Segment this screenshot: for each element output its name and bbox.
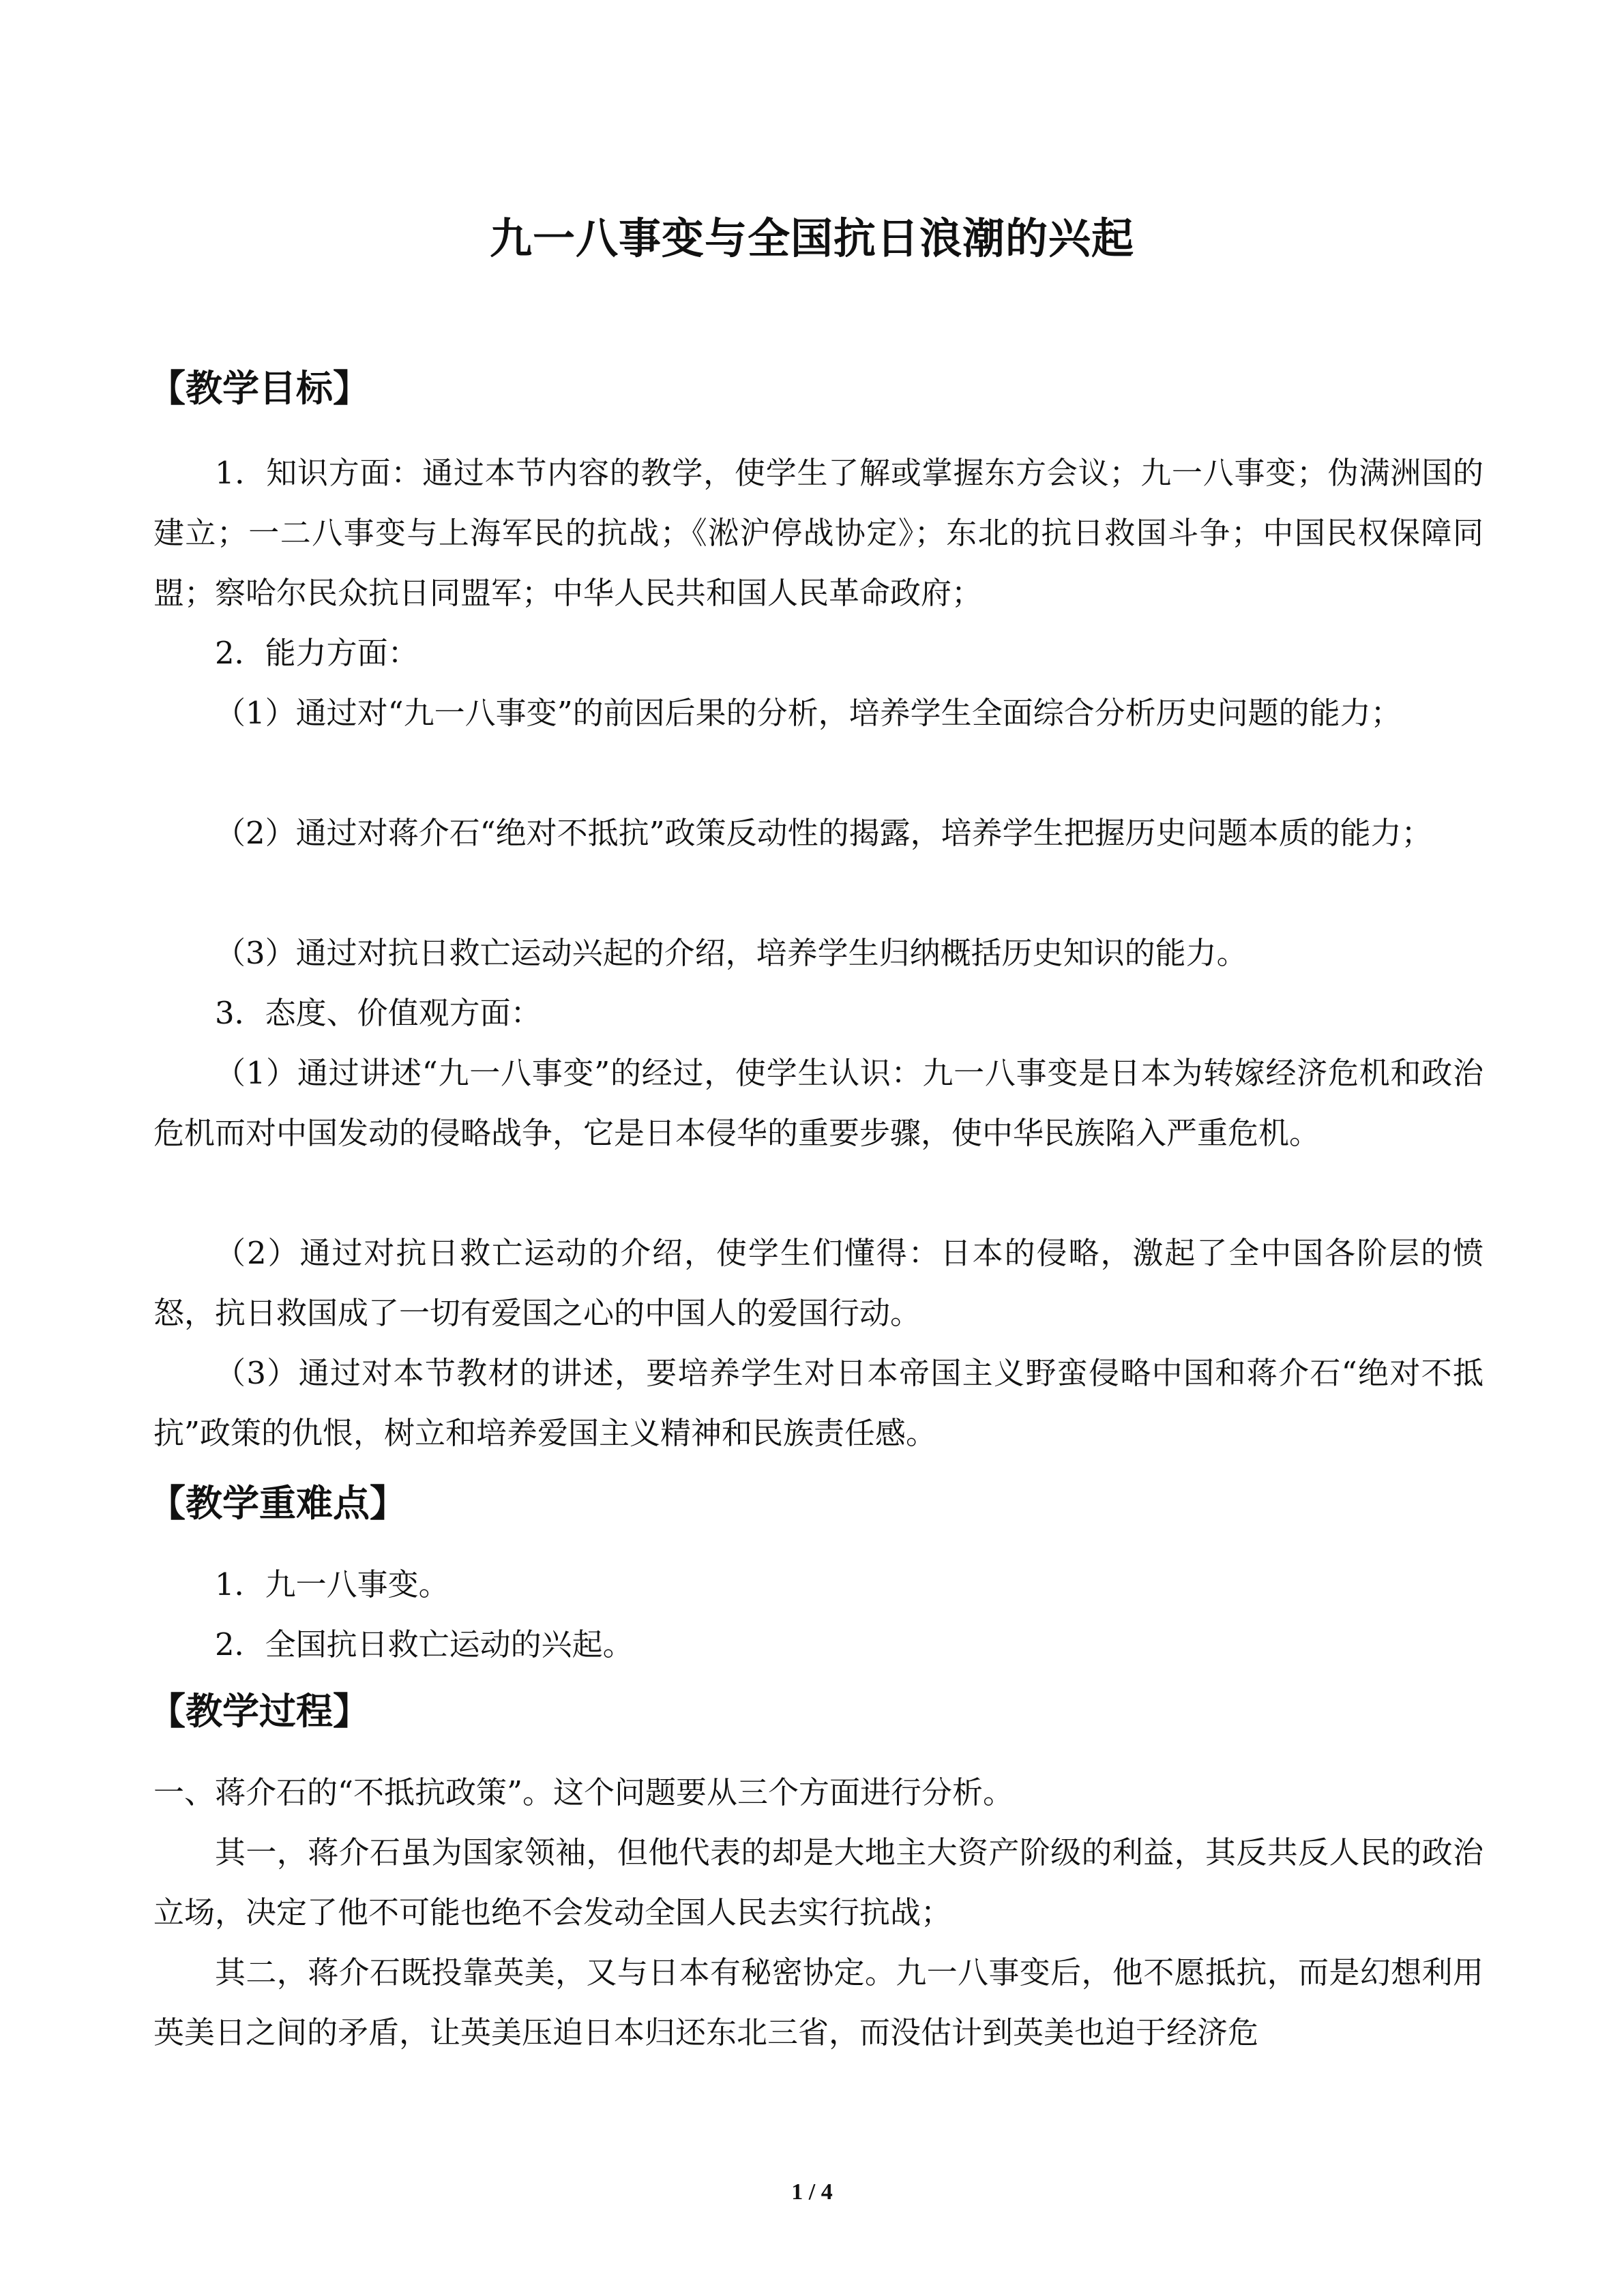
objective-ability-label: 2．能力方面：	[215, 635, 419, 671]
process-reason-1: 其一，蒋介石虽为国家领袖，但他代表的却是大地主大资产阶级的利益，其反共反人民的政治立场，决定了他不可能也绝不会发动全国人民去实行抗战；	[153, 1834, 1483, 1930]
section-heading-process: 【教学过程】	[149, 1690, 370, 1733]
key-point-2: 2．全国抗日救亡运动的兴起。	[215, 1626, 634, 1663]
process-reason-2: 其二，蒋介石既投靠英美，又与日本有秘密协定。九一八事变后，他不愿抵抗，而是幻想利用英美日之间的矛盾，让英美压迫日本归还东北三省，而没估计到英美也迫于经济危	[153, 1954, 1483, 2051]
objective-attitude-2: （2）通过对抗日救亡运动的介绍，使学生们懂得：日本的侵略，激起了全中国各阶层的愤怒，抗日救国成了一切有爱国之心的中国人的爱国行动。	[153, 1235, 1483, 1331]
page-number: 1 / 4	[791, 2179, 833, 2205]
objective-ability-3: （3）通过对抗日救亡运动兴起的介绍，培养学生归纳概括历史知识的能力。	[215, 935, 1247, 971]
section-heading-objectives: 【教学目标】	[149, 367, 370, 410]
objective-ability-1: （1）通过对“九一八事变”的前因后果的分析，培养学生全面综合分析历史问题的能力；	[215, 695, 1402, 731]
objective-attitude-label: 3．态度、价值观方面：	[215, 995, 542, 1031]
document-title: 九一八事变与全国抗日浪潮的兴起	[489, 213, 1134, 263]
objective-knowledge: 1．知识方面：通过本节内容的教学，使学生了解或掌握东方会议；九一八事变；伪满洲国的建立；一二八事变与上海军民的抗战；《淞沪停战协定》；东北的抗日救国斗争；中国民权保障同盟；察哈尔民众抗日同盟军；中华人民共和国人民革命政府；	[153, 455, 1483, 611]
objective-ability-2: （2）通过对蒋介石“绝对不抵抗”政策反动性的揭露，培养学生把握历史问题本质的能力；	[215, 815, 1432, 851]
objective-attitude-1: （1）通过讲述“九一八事变”的经过，使学生认识：九一八事变是日本为转嫁经济危机和政治危机而对中国发动的侵略战争，它是日本侵华的重要步骤，使中华民族陷入严重危机。	[153, 1055, 1483, 1151]
objective-attitude-3: （3）通过对本节教材的讲述，要培养学生对日本帝国主义野蛮侵略中国和蒋介石“绝对不抵抗”政策的仇恨，树立和培养爱国主义精神和民族责任感。	[153, 1355, 1483, 1451]
section-heading-key-points: 【教学重难点】	[149, 1482, 407, 1525]
key-point-1: 1．九一八事变。	[215, 1566, 449, 1602]
process-item-1: 一、蒋介石的“不抵抗政策”。这个问题要从三个方面进行分析。	[153, 1774, 1014, 1810]
